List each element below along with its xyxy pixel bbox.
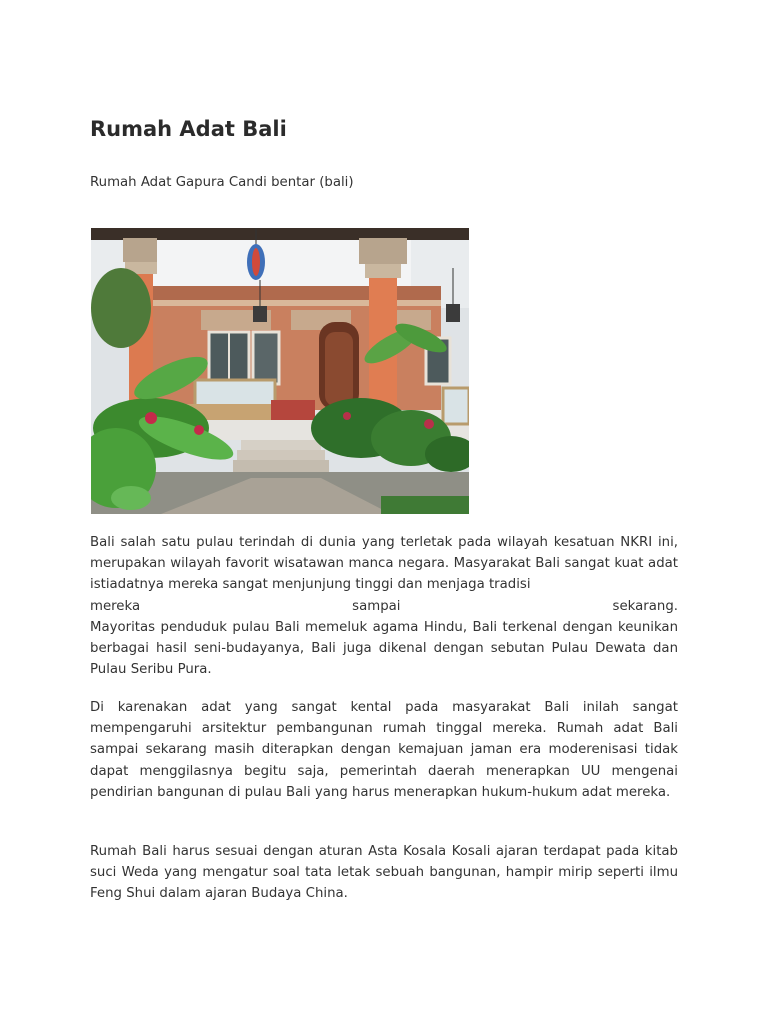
paragraph-1-line-2: mereka sampai sekarang. — [90, 598, 678, 614]
image-caption: Rumah Adat Gapura Candi bentar (bali) — [90, 175, 354, 190]
page-title: Rumah Adat Bali — [90, 117, 287, 141]
balinese-house-illustration — [91, 228, 469, 514]
paragraph-1-line-1: Bali salah satu pulau terindah di dunia yang terletak pada wilayah kesatuan NKRI ini, merupakan wilayah favorit wisatawan manca negara. Masyarakat Bali sangat kuat adat istiadatnya mereka sangat menjunjung tinggi dan menjaga tradisi — [90, 535, 678, 593]
paragraph-3: Rumah Bali harus sesuai dengan aturan Asta Kosala Kosali ajaran terdapat pada kitab suci Weda yang mengatur soal tata letak sebuah bangunan, hampir mirip seperti ilmu Feng Shui dalam ajaran Budaya China. — [90, 844, 678, 902]
paragraph-1-line-3: Mayoritas penduduk pulau Bali memeluk agama Hindu, Bali terkenal dengan keunikan berbagai hasil seni-budayanya, Bali juga dikenal dengan sebutan Pulau Dewata dan Pulau Seribu Pura. — [90, 619, 678, 678]
paragraph-1 — [90, 532, 678, 680]
paragraph-2: Di karenakan adat yang sangat kental pada masyarakat Bali inilah sangat mempengaruhi arsitektur pembangunan rumah tinggal mereka. Rumah adat Bali sampai sekarang masih diterapkan dengan kemajuan jaman era moderenisasi tidak dapat menggilasnya begitu saja, pemerintah daerah menerapkan UU mengenai pendirian bangunan di pulau Bali yang harus menerapkan hukum-hukum adat mereka. — [90, 700, 678, 800]
document-page — [90, 0, 678, 1024]
balinese-house-photo — [91, 228, 469, 514]
